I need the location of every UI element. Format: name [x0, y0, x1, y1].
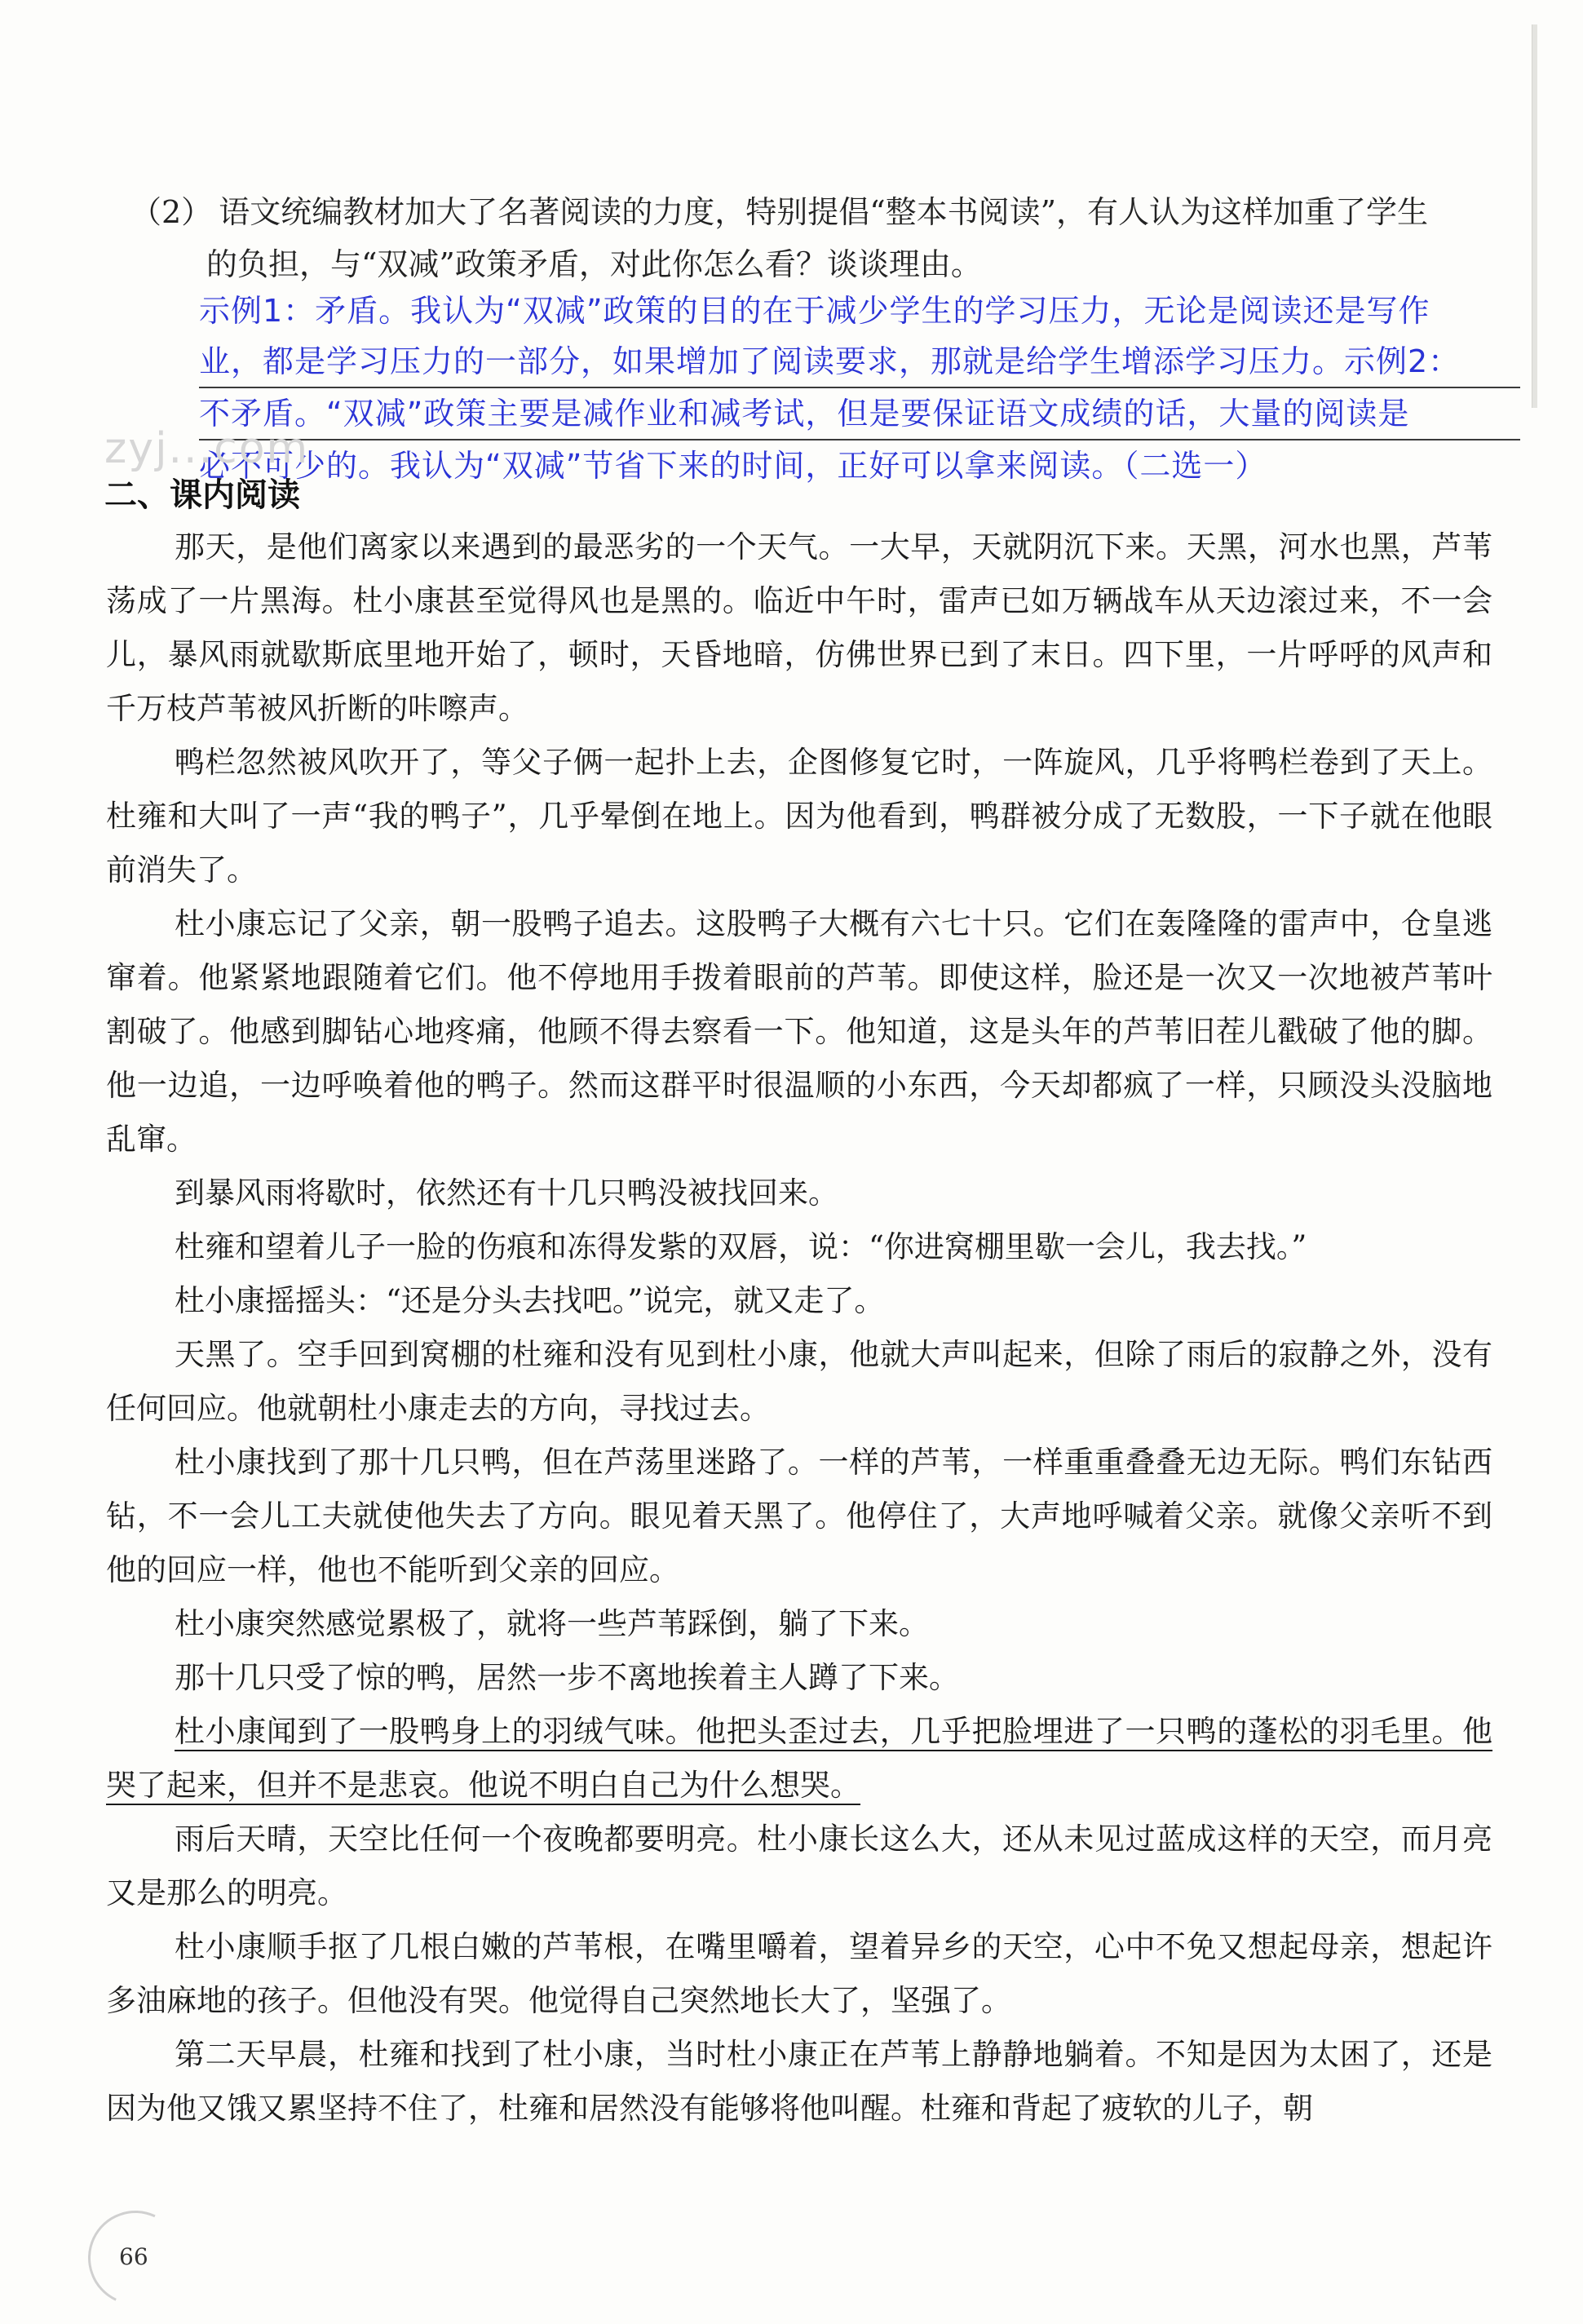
passage-paragraph: 杜小康找到了那十几只鸭，但在芦荡里迷路了。一样的芦苇，一样重重叠叠无边无际。鸭们东钻西钻，不一会儿工夫就使他失去了方向。眼见着天黑了。他停住了，大声地呼喊着父亲。就像父亲听不到他的回应一样，他也不能听到父亲的回应。: [106, 1445, 1492, 1587]
page-edge: [1532, 24, 1537, 408]
answer-line: 必不可少的。我认为“双减”节省下来的时间，正好可以拿来阅读。（二选一）: [199, 448, 1267, 484]
passage-paragraph: 杜小康顺手抠了几根白嫩的芦苇根，在嘴里嚼着，望着异乡的天空，心中不免又想起母亲，想起许多油麻地的孩子。但他没有哭。他觉得自己突然地长大了，坚强了。: [106, 1929, 1492, 2018]
answer-line: 示例1：矛盾。我认为“双减”政策的目的在于减少学生的学习压力，无论是阅读还是写作: [199, 293, 1430, 329]
passage-paragraph-underlined: [106, 1705, 1492, 1813]
passage-paragraph: 杜小康摇摇头：“还是分头去找吧。”说完，就又走了。: [175, 1283, 885, 1318]
section-heading: 二、课内阅读: [104, 476, 300, 514]
question-number: （2）: [130, 194, 213, 230]
passage-paragraph: 那十几只受了惊的鸭，居然一步不离地挨着主人蹲了下来。: [175, 1660, 959, 1695]
underlined-sentence: 杜小康闻到了一股鸭身上的羽绒气味。他把头歪过去，几乎把脸埋进了一只鸭的蓬松的羽毛里。他哭了起来，但并不是悲哀。他说不明白自己为什么想哭。: [106, 1714, 1492, 1803]
passage-paragraph: 杜小康突然感觉累极了，就将一些芦苇踩倒，躺了下来。: [175, 1606, 929, 1641]
question-2: [130, 186, 1517, 290]
passage-paragraph: 到暴风雨将歇时，依然还有十几只鸭没被找回来。: [175, 1175, 838, 1211]
question-text-line-2: 的负担，与“双减”政策矛盾，对此你怎么看？谈谈理由。: [206, 246, 982, 282]
question-text-line-1: 语文统编教材加大了名著阅读的力度，特别提倡“整本书阅读”，有人认为这样加重了学生: [219, 194, 1429, 230]
passage-paragraph: 天黑了。空手回到窝棚的杜雍和没有见到杜小康，他就大声叫起来，但除了雨后的寂静之外，没有任何回应。他就朝杜小康走去的方向，寻找过去。: [106, 1337, 1492, 1426]
reading-passage: [106, 520, 1492, 2136]
answer-line: 业，都是学习压力的一部分，如果增加了阅读要求，那就是给学生增添学习压力。示例2：: [199, 336, 1520, 388]
passage-paragraph: 那天，是他们离家以来遇到的最恶劣的一个天气。一大早，天就阴沉下来。天黑，河水也黑，芦苇荡成了一片黑海。杜小康甚至觉得风也是黑的。临近中午时，雷声已如万辆战车从天边滚过来，不一会儿，暴风雨就歇斯底里地开始了，顿时，天昏地暗，仿佛世界已到了末日。四下里，一片呼呼的风声和千万枝芦苇被风折断的咔嚓声。: [106, 529, 1492, 726]
page-number: 66: [119, 2243, 148, 2270]
passage-paragraph: 鸭栏忽然被风吹开了，等父子俩一起扑上去，企图修复它时，一阵旋风，几乎将鸭栏卷到了天上。杜雍和大叫了一声“我的鸭子”，几乎晕倒在地上。因为他看到，鸭群被分成了无数股，一下子就在他眼前消失了。: [106, 745, 1492, 888]
watermark: zyj...com: [104, 424, 310, 473]
passage-paragraph: 杜小康忘记了父亲，朝一股鸭子追去。这股鸭子大概有六七十只。它们在轰隆隆的雷声中，仓皇逃窜着。他紧紧地跟随着它们。他不停地用手拨着眼前的芦苇。即使这样，脸还是一次又一次地被芦苇叶割破了。他感到脚钻心地疼痛，他顾不得去察看一下。他知道，这是头年的芦苇旧茬儿戳破了他的脚。他一边追，一边呼唤着他的鸭子。然而这群平时很温顺的小东西，今天却都疯了一样，只顾没头没脑地乱窜。: [106, 906, 1492, 1157]
passage-paragraph: 第二天早晨，杜雍和找到了杜小康，当时杜小康正在芦苇上静静地躺着。不知是因为太困了，还是因为他又饿又累坚持不住了，杜雍和居然没有能够将他叫醒。杜雍和背起了疲软的儿子，朝: [106, 2037, 1492, 2126]
answer-line: 不矛盾。“双减”政策主要是减作业和减考试，但是要保证语文成绩的话，大量的阅读是: [199, 388, 1520, 440]
passage-paragraph: 杜雍和望着儿子一脸的伤痕和冻得发紫的双唇，说：“你进窝棚里歇一会儿，我去找。”: [175, 1229, 1307, 1264]
handwritten-answer: [199, 286, 1520, 491]
passage-paragraph: 雨后天晴，天空比任何一个夜晚都要明亮。杜小康长这么大，还从未见过蓝成这样的天空，而月亮又是那么的明亮。: [106, 1822, 1492, 1910]
